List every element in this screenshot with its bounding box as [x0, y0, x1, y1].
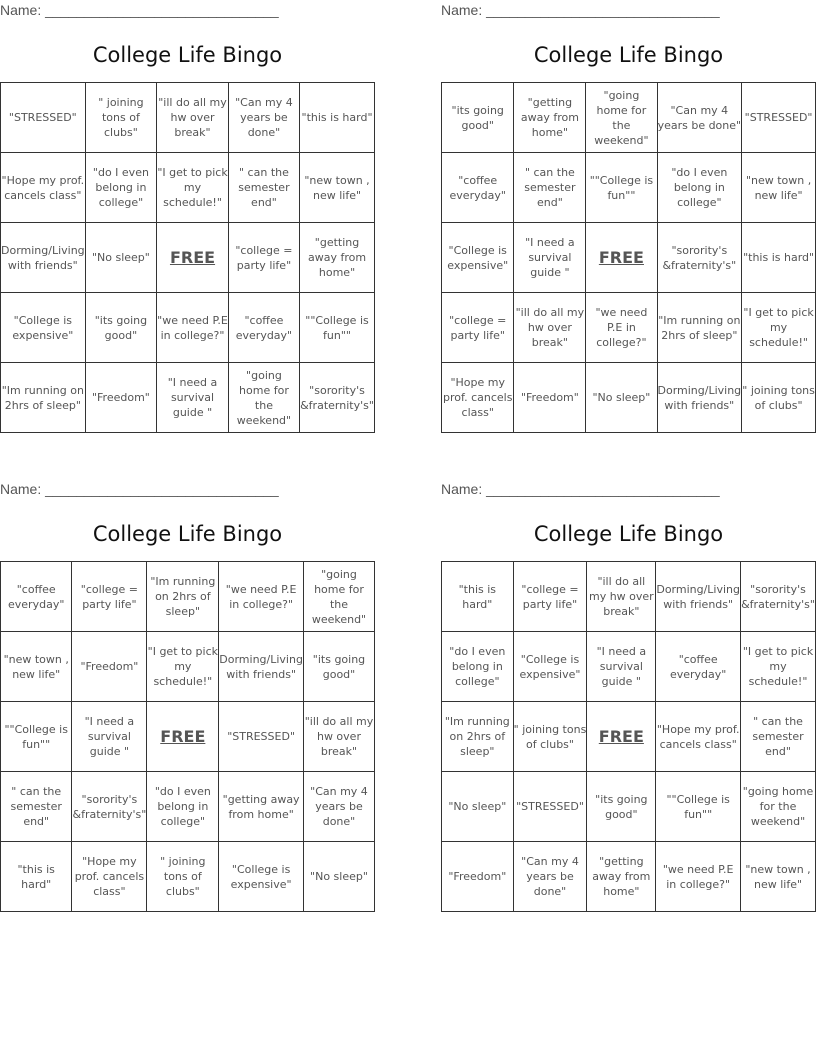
- bingo-cell: "getting away from home": [587, 842, 656, 912]
- bingo-cell: "college = party life": [72, 562, 147, 632]
- bingo-cell: "Can my 4 years be done": [657, 83, 742, 153]
- bingo-cell: "I get to pick my schedule!": [157, 153, 229, 223]
- bingo-row: [1, 632, 375, 702]
- bingo-cell: Dorming/Living with friends": [656, 562, 741, 632]
- bingo-row: [1, 772, 375, 842]
- bingo-cell: "ill do all my hw over break": [303, 702, 374, 772]
- bingo-cell: "going home for the weekend": [741, 772, 816, 842]
- bingo-row: [1, 83, 375, 153]
- bingo-cell: "college = party life": [228, 223, 299, 293]
- bingo-cell: "sorority's &fraternity's": [300, 363, 375, 433]
- bingo-cell: "Freedom": [72, 632, 147, 702]
- bingo-cell: ""College is fun"": [586, 153, 657, 223]
- free-space-cell: FREE: [587, 702, 656, 772]
- bingo-row: [442, 363, 816, 433]
- bingo-cell: "ill do all my hw over break": [157, 83, 229, 153]
- bingo-row: [442, 632, 816, 702]
- bingo-cell: "Hope my prof. cancels class": [1, 153, 86, 223]
- bingo-cell: Dorming/Living with friends": [1, 223, 86, 293]
- bingo-cell: "Can my 4 years be done": [228, 83, 299, 153]
- free-space-cell: FREE: [586, 223, 657, 293]
- bingo-cell: "do I even belong in college": [657, 153, 742, 223]
- bingo-cell: "College is expensive": [442, 223, 514, 293]
- bingo-cell: " can the semester end": [1, 772, 72, 842]
- bingo-cell: " can the semester end": [228, 153, 299, 223]
- bingo-cell: "getting away from home": [219, 772, 304, 842]
- bingo-cell: "STRESSED": [513, 772, 587, 842]
- bingo-cell: " joining tons of clubs": [513, 702, 587, 772]
- bingo-cell: "Freedom": [442, 842, 514, 912]
- bingo-cell: "sorority's &fraternity's": [741, 562, 816, 632]
- bingo-cell: "coffee everyday": [442, 153, 514, 223]
- bingo-cell: "college = party life": [442, 293, 514, 363]
- bingo-cell: "Hope my prof. cancels class": [442, 363, 514, 433]
- bingo-row: [442, 83, 816, 153]
- bingo-cell: "Hope my prof. cancels class": [656, 702, 741, 772]
- card-title: College Life Bingo: [533, 522, 724, 546]
- bingo-cell: "Im running on 2hrs of sleep": [442, 702, 514, 772]
- bingo-cell: " joining tons of clubs": [742, 363, 816, 433]
- bingo-cell: "new town , new life": [300, 153, 375, 223]
- bingo-cell: "coffee everyday": [1, 562, 72, 632]
- bingo-cell: " joining tons of clubs": [147, 842, 219, 912]
- name-field-label: Name: ______________________________: [0, 2, 279, 18]
- bingo-cell: "I get to pick my schedule!": [741, 632, 816, 702]
- bingo-cell: "I get to pick my schedule!": [147, 632, 219, 702]
- bingo-cell: "coffee everyday": [656, 632, 741, 702]
- bingo-cell: "Hope my prof. cancels class": [72, 842, 147, 912]
- bingo-cell: "No sleep": [586, 363, 657, 433]
- bingo-grid: [441, 561, 816, 912]
- bingo-cell: "its going good": [442, 83, 514, 153]
- bingo-cell: "its going good": [587, 772, 656, 842]
- bingo-cell: "I need a survival guide ": [514, 223, 586, 293]
- bingo-cell: "College is expensive": [513, 632, 587, 702]
- bingo-cell: "going home for the weekend": [303, 562, 374, 632]
- name-field-label: Name: ______________________________: [441, 481, 720, 497]
- free-space-cell: FREE: [157, 223, 229, 293]
- bingo-cell: "we need P.E in college?": [219, 562, 304, 632]
- bingo-cell: "we need P.E in college?": [656, 842, 741, 912]
- bingo-cell: "do I even belong in college": [442, 632, 514, 702]
- free-space-cell: FREE: [147, 702, 219, 772]
- bingo-cell: " can the semester end": [741, 702, 816, 772]
- bingo-row: [442, 702, 816, 772]
- bingo-row: [442, 842, 816, 912]
- bingo-cell: "No sleep": [85, 223, 157, 293]
- bingo-cell: "do I even belong in college": [85, 153, 157, 223]
- bingo-cell: "college = party life": [513, 562, 587, 632]
- bingo-cell: ""College is fun"": [656, 772, 741, 842]
- bingo-row: [1, 293, 375, 363]
- bingo-cell: ""College is fun"": [1, 702, 72, 772]
- bingo-grid: [0, 561, 375, 912]
- bingo-grid: [0, 82, 375, 433]
- bingo-cell: "STRESSED": [219, 702, 304, 772]
- bingo-cell: " joining tons of clubs": [85, 83, 157, 153]
- bingo-cell: "Im running on 2hrs of sleep": [657, 293, 742, 363]
- bingo-cell: Dorming/Living with friends": [657, 363, 742, 433]
- bingo-row: [442, 223, 816, 293]
- bingo-row: [1, 363, 375, 433]
- card-title: College Life Bingo: [533, 43, 724, 67]
- bingo-cell: "new town , new life": [742, 153, 816, 223]
- bingo-cell: "new town , new life": [1, 632, 72, 702]
- bingo-cell: "new town , new life": [741, 842, 816, 912]
- name-field-label: Name: ______________________________: [441, 2, 720, 18]
- bingo-cell: "ill do all my hw over break": [587, 562, 656, 632]
- bingo-cell: "ill do all my hw over break": [514, 293, 586, 363]
- bingo-cell: "Can my 4 years be done": [303, 772, 374, 842]
- bingo-row: [1, 702, 375, 772]
- bingo-cell: "sorority's &fraternity's": [657, 223, 742, 293]
- bingo-row: [1, 842, 375, 912]
- bingo-cell: "its going good": [85, 293, 157, 363]
- bingo-grid: [441, 82, 816, 433]
- card-title: College Life Bingo: [92, 43, 283, 67]
- bingo-cell: "going home for the weekend": [586, 83, 657, 153]
- bingo-cell: "this is hard": [300, 83, 375, 153]
- bingo-cell: "No sleep": [303, 842, 374, 912]
- bingo-cell: "STRESSED": [1, 83, 86, 153]
- bingo-cell: "I need a survival guide ": [157, 363, 229, 433]
- bingo-cell: "I need a survival guide ": [72, 702, 147, 772]
- bingo-cell: "this is hard": [442, 562, 514, 632]
- name-field-label: Name: ______________________________: [0, 481, 279, 497]
- bingo-row: [442, 293, 816, 363]
- bingo-cell: "we need P.E in college?": [586, 293, 657, 363]
- card-title: College Life Bingo: [92, 522, 283, 546]
- bingo-cell: "coffee everyday": [228, 293, 299, 363]
- bingo-cell: "Freedom": [85, 363, 157, 433]
- bingo-row: [1, 223, 375, 293]
- bingo-cell: "I need a survival guide ": [587, 632, 656, 702]
- bingo-cell: "sorority's &fraternity's": [72, 772, 147, 842]
- bingo-cell: "College is expensive": [219, 842, 304, 912]
- bingo-cell: "Im running on 2hrs of sleep": [147, 562, 219, 632]
- bingo-row: [442, 153, 816, 223]
- bingo-cell: Dorming/Living with friends": [219, 632, 304, 702]
- bingo-cell: "getting away from home": [300, 223, 375, 293]
- bingo-row: [1, 562, 375, 632]
- bingo-cell: "College is expensive": [1, 293, 86, 363]
- bingo-row: [1, 153, 375, 223]
- bingo-cell: ""College is fun"": [300, 293, 375, 363]
- bingo-cell: "we need P.E in college?": [157, 293, 229, 363]
- bingo-row: [442, 562, 816, 632]
- bingo-cell: "No sleep": [442, 772, 514, 842]
- bingo-cell: "Freedom": [514, 363, 586, 433]
- bingo-cell: "Can my 4 years be done": [513, 842, 587, 912]
- bingo-cell: "Im running on 2hrs of sleep": [1, 363, 86, 433]
- bingo-cell: "STRESSED": [742, 83, 816, 153]
- bingo-cell: "this is hard": [1, 842, 72, 912]
- bingo-cell: "do I even belong in college": [147, 772, 219, 842]
- bingo-cell: "going home for the weekend": [228, 363, 299, 433]
- bingo-cell: "I get to pick my schedule!": [742, 293, 816, 363]
- bingo-cell: "this is hard": [742, 223, 816, 293]
- bingo-row: [442, 772, 816, 842]
- bingo-cell: " can the semester end": [514, 153, 586, 223]
- bingo-cell: "getting away from home": [514, 83, 586, 153]
- bingo-cell: "its going good": [303, 632, 374, 702]
